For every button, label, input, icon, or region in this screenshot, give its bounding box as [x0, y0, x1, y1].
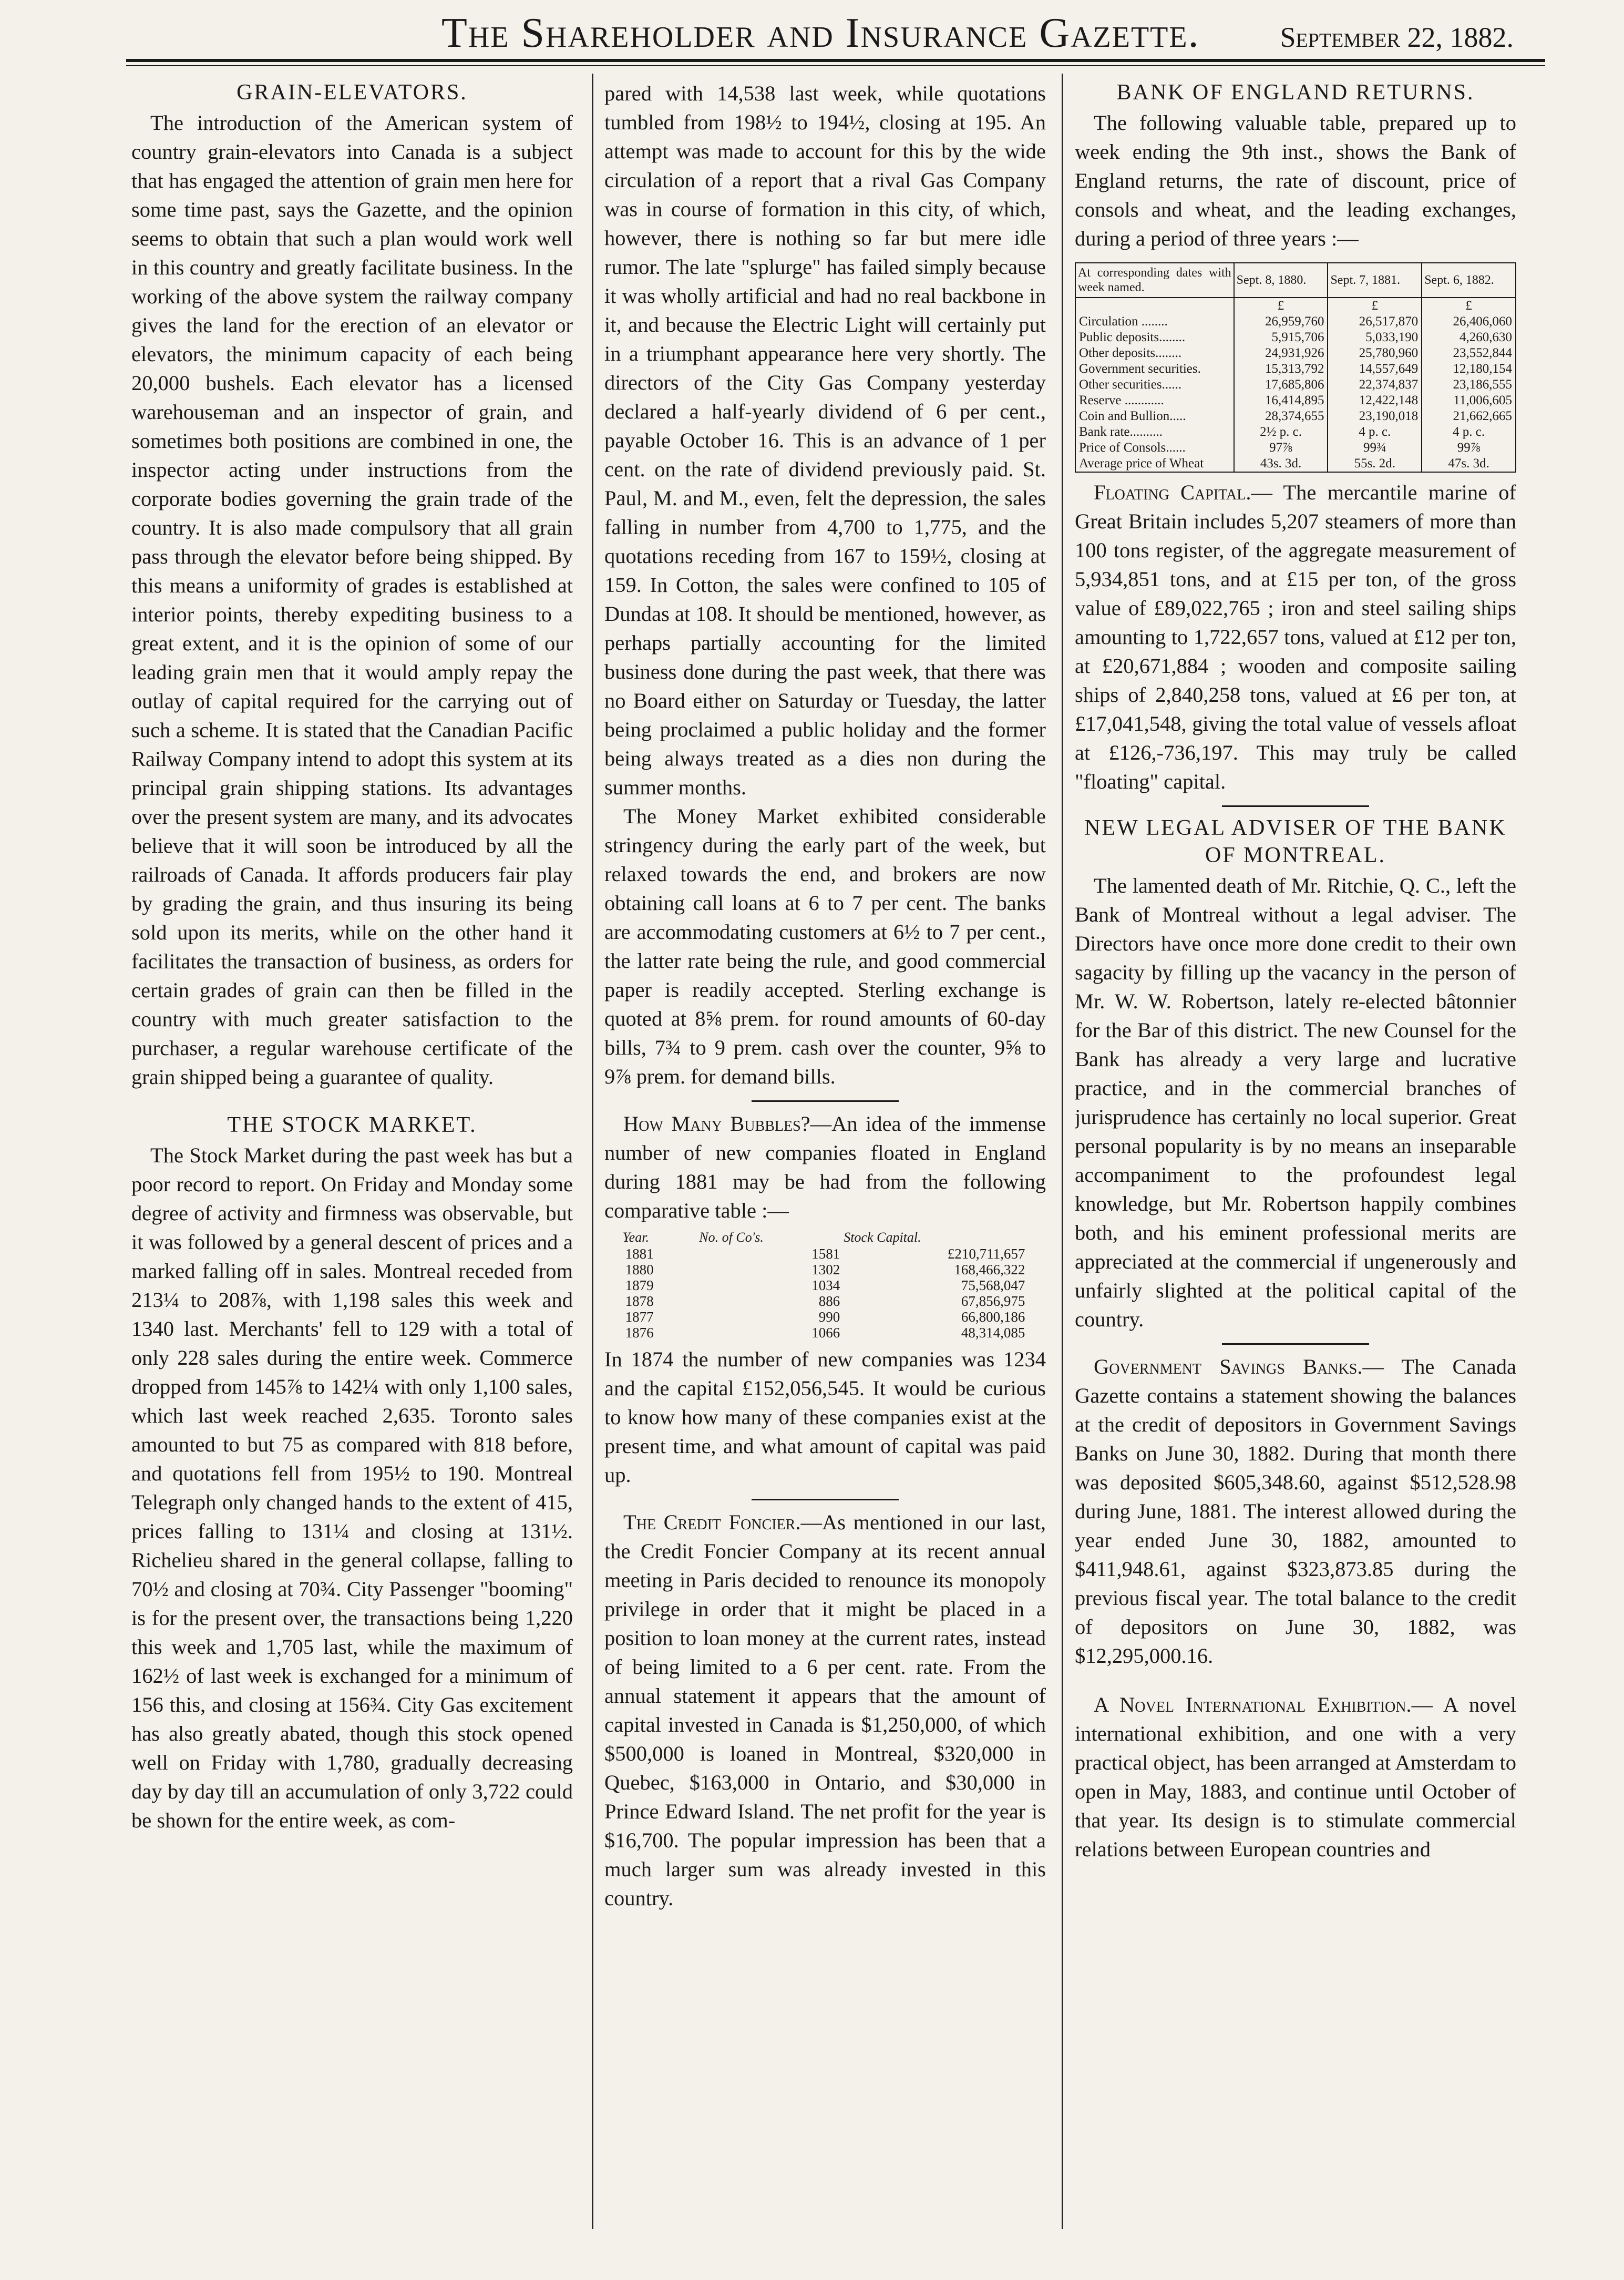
table-cell: 2½ p. c. — [1234, 424, 1328, 440]
floating-capital-lead: Floating Capital. — [1094, 480, 1251, 504]
bank-of-england-heading: BANK OF ENGLAND RETURNS. — [1116, 80, 1475, 105]
table-cell: 47s. 3d. — [1422, 456, 1516, 472]
table-cell: 990 — [818, 1309, 840, 1325]
grain-elevators-article: The introduction of the American system of country grain-elevators into Canada is a subject that has engaged the attention of grain men here for some time past, says the Gazette, and the opinion seems to obtain that such a plan would work well in this country and greatly facilitate business. In the working of the above system the railway company gives the land for the erection of an elevator or elevators, the minimum capacity of each being 20,000 bushels. Each elevator has a licensed warehouseman and an inspector of grain, and sometimes both positions are combined in one, the inspector acting under instructions from the corporate bodies governing the grain trade of the country. It is also made compulsory that all grain pass through the elevator before being shipped. By this means a uniformity of grades is established at interior points, thereby expediting business to a great extent, and it is the opinion of some of our leading grain men that it would amply repay the outlay of capital required for the carrying out of such a scheme. It is stated that the Canadian Pacific Railway Company intend to adopt this system at its principal grain shipping stations. Its advantages over the present system are many, and its advocates believe that it will soon be introduced by all the railroads of Canada. It affords producers fair play by grading the grain, and thus insuring its being sold upon its merits, while on the other hand it facilitates the transaction of business, as orders for certain grades of grain can then be filled in the country with much greater satisfaction to the purchaser, a regular warehouse certificate of the grain shipped being a guarantee of quality. — [131, 111, 573, 1089]
table-cell: 66,800,186 — [961, 1309, 1025, 1325]
savings-banks-lead: Government Savings Banks. — [1094, 1355, 1363, 1378]
floating-capital-paragraph — [1075, 478, 1516, 796]
section-divider — [1222, 1343, 1369, 1345]
section-divider — [752, 1499, 899, 1500]
exhibition-paragraph — [1075, 1690, 1516, 1864]
bubbles-text: —An idea of the immense number of new companies floated in England during 1881 may be had from the following comparative table :— — [604, 1112, 1046, 1222]
table-header: Stock Capital. — [844, 1230, 921, 1245]
table-cell: 1066 — [811, 1325, 840, 1341]
money-market-paragraph: The Money Market exhibited considerable stringency during the early part of the week, but relaxed towards the end, and brokers are now obtaining call loans at 6 to 7 per cent. The banks are accommodating customers at 6½ to 7 per cent., the latter rate being the rule, and good commercial paper is readily accepted. Sterling exchange is quoted at 8⅝ prem. for round amounts of 60-day bills, 7¾ to 9 prem. cash over the counter, 9⅝ to 9⅞ prem. for demand bills. — [604, 804, 1046, 1088]
column-2 — [604, 79, 1046, 2266]
currency-symbol: £ — [1422, 298, 1516, 314]
table-row — [1075, 424, 1516, 440]
table-cell: 26,406,060 — [1422, 314, 1516, 330]
table-cell: 1034 — [811, 1277, 840, 1293]
companies-table — [622, 1229, 1029, 1341]
savings-banks-paragraph — [1075, 1352, 1516, 1670]
table-header: Sept. 8, 1880. — [1234, 263, 1328, 298]
table-row — [622, 1246, 1029, 1262]
table-cell: 1302 — [811, 1262, 840, 1277]
exhibition-text: — A novel international exhibition, and one with a very practical object, has been arranged at Amsterdam to open in May, 1883, and continue until October of that year. Its design is to stimulate commercial relations between European countries and — [1075, 1693, 1516, 1861]
table-header: Year. — [622, 1230, 649, 1245]
table-row — [1075, 345, 1516, 361]
table-cell: 99¾ — [1328, 440, 1422, 456]
exhibition-lead: A Novel International Exhibition. — [1094, 1693, 1412, 1716]
table-cell: Other securities...... — [1075, 377, 1234, 393]
table-cell: 4 p. c. — [1328, 424, 1422, 440]
table-cell: 15,313,792 — [1234, 361, 1328, 377]
table-header: Sept. 7, 1881. — [1328, 263, 1422, 298]
table-row — [1075, 298, 1516, 314]
table-cell: 14,557,649 — [1328, 361, 1422, 377]
table-cell: 1879 — [625, 1277, 654, 1293]
table-row — [622, 1262, 1029, 1277]
grain-elevators-heading: GRAIN-ELEVATORS. — [237, 80, 468, 105]
table-cell: 16,414,895 — [1234, 393, 1328, 408]
table-cell: 1876 — [625, 1325, 654, 1341]
section-divider — [1222, 805, 1369, 807]
table-row — [1075, 361, 1516, 377]
table-row — [1075, 408, 1516, 424]
table-cell: 5,915,706 — [1234, 330, 1328, 345]
table-cell: 1581 — [811, 1246, 840, 1262]
table-cell: 1880 — [625, 1262, 654, 1277]
currency-symbol: £ — [1328, 298, 1422, 314]
table-cell: Average price of Wheat — [1075, 456, 1234, 472]
stock-market-article: The Stock Market during the past week has but a poor record to report. On Friday and Monday some degree of activity and firmness was observable, but it was followed by a general descent of prices and a marked falling off in sales. Montreal receded from 213¼ to 208⅞, with 1,198 sales this week and 1340 last. Merchants' fell to 129 with a total of only 228 sales during the entire week. Commerce dropped from 145⅞ to 142¼ with only 1,100 sales, which last week reached 2,635. Toronto sales amounted to but 75 as compared with 818 before, and quotations fell from 195½ to 190. Montreal Telegraph only changed hands to the extent of 415, prices falling to 131¼ and closing at 131½. Richelieu shared in the general collapse, falling to 70½ and closing at 70¾. City Passenger "booming" is for the present over, the transactions being 1,220 this week and 1,705 last, while the maximum of 162½ of last week is exchanged for a minimum of 156 this, and closing at 156¾. City Gas excitement has also greatly abated, though this stock opened well on Friday with 1,780, gradually decreasing day by day till an accumulation of only 3,722 could be shown for the entire week, as com- — [131, 1143, 573, 1832]
table-cell: 4 p. c. — [1422, 424, 1516, 440]
savings-banks-text: — The Canada Gazette contains a statement showing the balances at the credit of depositors in Government Savings Banks on June 30, 1882. During that month there was deposited $605,348.60, against $512,528.98 during June, 1881. The interest allowed during the year ended June 30, 1882, amounted to $411,948.61, against $323,873.85 during the previous fiscal year. The total balance to the credit of depositors on June 30, 1882, was $12,295,000.16. — [1075, 1355, 1516, 1668]
table-cell: 5,033,190 — [1328, 330, 1422, 345]
table-row — [1075, 456, 1516, 472]
table-cell: 23,190,018 — [1328, 408, 1422, 424]
table-cell: Public deposits........ — [1075, 330, 1234, 345]
table-cell: 1877 — [625, 1309, 654, 1325]
column-divider — [1062, 74, 1063, 2229]
table-cell: £210,711,657 — [947, 1246, 1025, 1262]
table-row — [622, 1293, 1029, 1309]
table-header: No. of Co's. — [699, 1230, 764, 1245]
bank-of-england-intro: The following valuable table, prepared up to week ending the 9th inst., shows the Bank of England returns, the rate of discount, price of consols and wheat, and the leading exchanges, during a period of three years :— — [1075, 111, 1516, 250]
floating-capital-text: — The mercantile marine of Great Britain includes 5,207 steamers of more than 100 tons register, of the aggregate measurement of 5,934,851 tons, and at £15 per ton, of the gross value of £89,022,765 ; iron and steel sailing ships amounting to 1,722,657 tons, valued at £12 per ton, at £20,671,884 ; wooden and composite sailing ships of 2,840,258 tons, valued at £6 per ton, at £17,041,548, giving the total value of vessels afloat at £126,-736,197. This may truly be called "floating" capital. — [1075, 480, 1516, 793]
legal-adviser-article: The lamented death of Mr. Ritchie, Q. C., left the Bank of Montreal without a legal adviser. The Directors have once more done credit to their own sagacity by filling up the vacancy in the person of Mr. W. W. Robertson, lately re-elected bâtonnier for the Bar of this district. The new Counsel for the Bank has already a very large and lucrative practice, and in the commercial branches of jurisprudence has certainly no local superior. Great personal popularity is by no means an inseparable accompaniment to the profoundest legal knowledge, but Mr. Robertson happily combines both, and his eminent professional merits are appreciated at the commercial if ungenerously and unfairly slighted at the political capital of the country. — [1075, 874, 1516, 1331]
table-cell: 886 — [818, 1293, 840, 1309]
table-cell: 17,685,806 — [1234, 377, 1328, 393]
table-cell: Coin and Bullion..... — [1075, 408, 1234, 424]
table-cell: 4,260,630 — [1422, 330, 1516, 345]
table-cell: Price of Consols...... — [1075, 440, 1234, 456]
table-cell: 1881 — [625, 1246, 654, 1262]
table-cell: 67,856,975 — [961, 1293, 1025, 1309]
masthead-rule — [126, 59, 1545, 62]
table-cell: 43s. 3d. — [1234, 456, 1328, 472]
legal-adviser-heading: NEW LEGAL ADVISER OF THE BANK OF MONTREAL. — [1084, 816, 1507, 867]
section-divider — [752, 1100, 899, 1102]
table-cell: 99⅞ — [1422, 440, 1516, 456]
table-cell: 25,780,960 — [1328, 345, 1422, 361]
table-cell: 28,374,655 — [1234, 408, 1328, 424]
table-cell: 26,517,870 — [1328, 314, 1422, 330]
table-cell: 1878 — [625, 1293, 654, 1309]
table-cell: 23,186,555 — [1422, 377, 1516, 393]
table-cell: Reserve ............ — [1075, 393, 1234, 408]
table-cell: 21,662,665 — [1422, 408, 1516, 424]
table-cell: 55s. 2d. — [1328, 456, 1422, 472]
table-row — [622, 1277, 1029, 1293]
table-cell: 12,180,154 — [1422, 361, 1516, 377]
table-row — [1075, 440, 1516, 456]
credit-foncier-lead: The Credit Foncier. — [623, 1510, 801, 1534]
table-row — [622, 1325, 1029, 1341]
table-cell: 97⅞ — [1234, 440, 1328, 456]
table-cell: Bank rate.......... — [1075, 424, 1234, 440]
stock-market-continued: pared with 14,538 last week, while quotations tumbled from 198½ to 194½, closing at 195. An attempt was made to account for this by the wide circulation of a report that a rival Gas Company was in course of formation in this city, of which, however, there is nothing so far but mere idle rumor. The late "splurge" has failed simply because it was wholly artificial and had no real backbone in it, and because the Electric Light will certainly put in a triumphant appearance here very shortly. The directors of the City Gas Company yesterday declared a half-yearly dividend of 6 per cent., payable October 16. This is an advance of 1 per cent. on the rate of dividend previously paid. St. Paul, M. and M., even, felt the depression, the sales falling in number from 4,700 to 1,775, and the quotations receding from 167 to 159½, closing at 159. In Cotton, the sales were confined to 105 of Dundas at 108. It should be mentioned, however, as perhaps partially accounting for the limited business done during the past week, that there was no Board either on Saturday or Tuesday, the latter being proclaimed a public holiday and the former being always treated as a dies non during the summer months. — [604, 81, 1046, 799]
table-cell: Other deposits........ — [1075, 345, 1234, 361]
table-cell: 12,422,148 — [1328, 393, 1422, 408]
bubbles-conclusion: In 1874 the number of new companies was 1234 and the capital £152,056,545. It would be curious to know how many of these companies exist at the present time, and what amount of capital was paid up. — [604, 1347, 1046, 1487]
table-cell: 23,552,844 — [1422, 345, 1516, 361]
table-cell: Government securities. — [1075, 361, 1234, 377]
table-row — [1075, 330, 1516, 345]
table-cell: Circulation ........ — [1075, 314, 1234, 330]
table-cell: 11,006,605 — [1422, 393, 1516, 408]
masthead-rule-thin — [126, 65, 1545, 66]
stock-market-heading: THE STOCK MARKET. — [227, 1113, 477, 1137]
table-row — [1075, 393, 1516, 408]
bank-of-england-table — [1075, 262, 1516, 473]
issue-date: September 22, 1882. — [1280, 22, 1514, 53]
table-cell: 168,466,322 — [954, 1262, 1025, 1277]
table-header: Sept. 6, 1882. — [1422, 263, 1516, 298]
column-divider — [592, 74, 593, 2229]
credit-foncier-paragraph — [604, 1508, 1046, 1913]
table-cell: 48,314,085 — [961, 1325, 1025, 1341]
bubbles-paragraph — [604, 1109, 1046, 1225]
column-1 — [131, 79, 573, 2266]
masthead — [126, 5, 1545, 63]
table-cell: 75,568,047 — [961, 1277, 1025, 1293]
table-cell: 26,959,760 — [1234, 314, 1328, 330]
table-row — [1075, 314, 1516, 330]
table-cell: 24,931,926 — [1234, 345, 1328, 361]
column-3 — [1075, 79, 1516, 2266]
table-cell: 22,374,837 — [1328, 377, 1422, 393]
table-row — [622, 1309, 1029, 1325]
newspaper-title: The Shareholder and Insurance Gazette. — [441, 10, 1200, 56]
table-header: At corresponding dates with week named. — [1075, 263, 1234, 298]
credit-foncier-text: —As mentioned in our last, the Credit Foncier Company at its recent annual meeting in Paris decided to renounce its monopoly privilege in order that it might be placed in a position to loan money at the current rates, instead of being limited to a 6 per cent. rate. From the annual statement it appears that the amount of capital invested in Canada is $1,250,000, of which $500,000 is loaned in Montreal, $320,000 in Quebec, $163,000 in Ontario, and $30,000 in Prince Edward Island. The net profit for the year is $16,700. The popular impression has been that a much larger sum was already invested in this country. — [604, 1510, 1046, 1910]
table-row — [1075, 377, 1516, 393]
bubbles-lead: How Many Bubbles? — [623, 1112, 810, 1136]
currency-symbol: £ — [1234, 298, 1328, 314]
